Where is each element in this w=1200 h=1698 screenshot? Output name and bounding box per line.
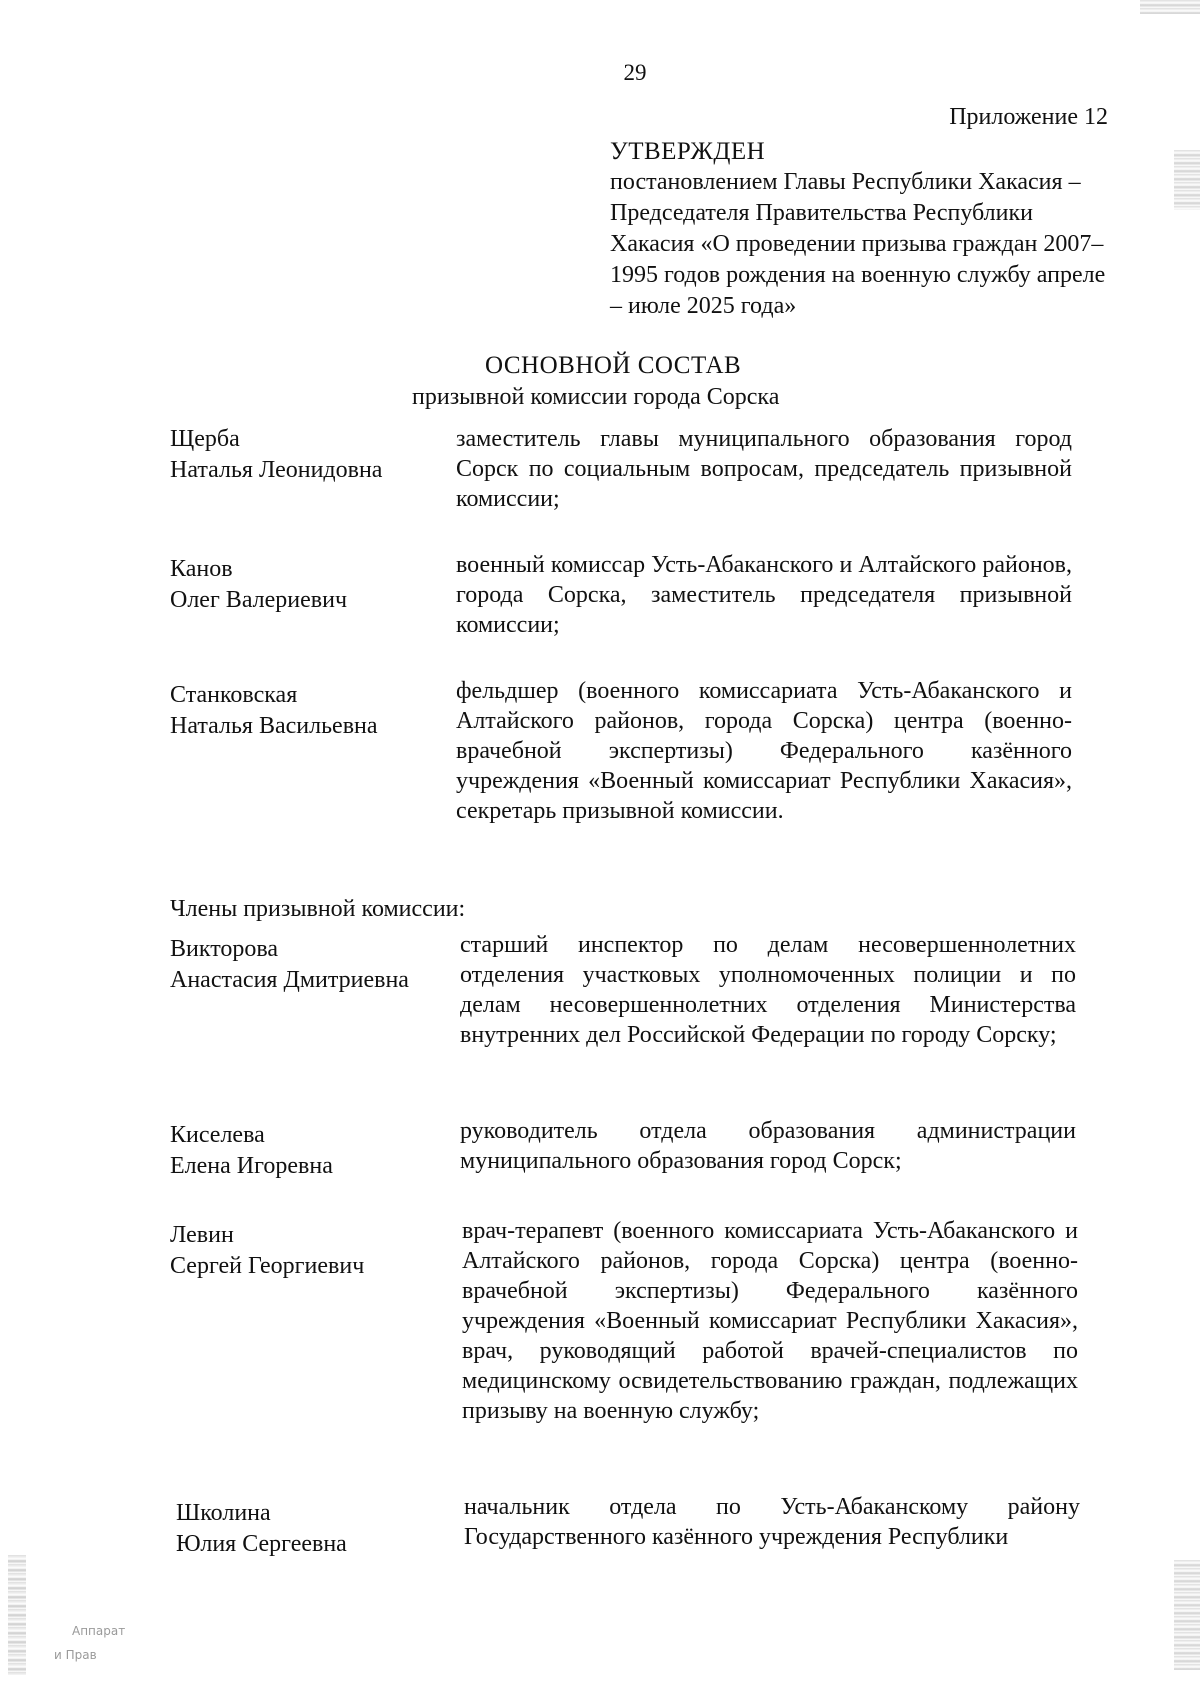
member-role: заместитель главы муниципального образования город Сорск по социальным вопросам, председатель призывной комиссии; [456, 426, 1072, 512]
member-surname: Киселева [170, 1122, 265, 1148]
member-role: врач-терапевт (военного комиссариата Усть-Абаканского и Алтайского районов, города Сорска) центра (военно-врачебной экспертизы) Федерального казённого учреждения «Военный комиссариат Республики Хакасия», врач, руководящий работой врачей-специалистов по медицинскому освидетельствованию граждан, подлежащих призыву на военную службу; [462, 1218, 1078, 1424]
approval-head: УТВЕРЖДЕН [610, 138, 766, 165]
members-header: Члены призывной комиссии: [170, 896, 466, 922]
scan-speckle [1174, 1560, 1200, 1670]
member-given-name: Сергей Георгиевич [170, 1253, 365, 1279]
member-name [170, 554, 440, 616]
scan-speckle [1174, 150, 1200, 210]
member-surname: Викторова [170, 936, 279, 962]
member-name [170, 1120, 440, 1182]
scan-watermark-line: Аппарат [72, 1624, 126, 1638]
document-title [0, 352, 1200, 411]
member-name [170, 424, 440, 486]
approval-text: постановлением Главы Республики Хакасия – Председателя Правительства Республики Хакасия «О проведении призыва граждан 2007–1995 годов рождения на военную службу апреле – июле 2025 года» [610, 169, 1106, 319]
member-role: старший инспектор по делам несовершеннолетних отделения участковых уполномоченных полиции и по делам несовершеннолетних отделения Министерства внутренних дел Российской Федерации по городу Сорску; [460, 932, 1076, 1048]
member-surname: Школина [176, 1500, 271, 1526]
member-name [176, 1498, 446, 1560]
scan-watermark-line: и Прав [54, 1648, 97, 1662]
member-name [170, 680, 440, 742]
member-role: начальник отдела по Усть-Абаканскому району Государственного казённого учреждения Республики [464, 1494, 1080, 1550]
scan-speckle [1140, 0, 1200, 14]
title-main: ОСНОВНОЙ СОСТАВ [485, 352, 742, 379]
approval-stamp [610, 136, 1130, 322]
member-role: военный комиссар Усть-Абаканского и Алтайского районов, города Сорска, заместитель председателя призывной комиссии; [456, 552, 1072, 638]
member-role: руководитель отдела образования администрации муниципального образования город Сорск; [460, 1118, 1076, 1174]
member-surname: Канов [170, 556, 233, 582]
title-sub: призывной комиссии города Сорска [412, 384, 780, 410]
page-number: 29 [623, 60, 647, 85]
member-given-name: Наталья Леонидовна [170, 457, 383, 483]
member-role: фельдшер (военного комиссариата Усть-Абаканского и Алтайского районов, города Сорска) центра (военно-врачебной экспертизы) Федерального казённого учреждения «Военный комиссариат Республики Хакасия», секретарь призывной комиссии. [456, 678, 1072, 824]
scan-speckle [8, 1555, 26, 1675]
member-given-name: Олег Валериевич [170, 587, 348, 613]
member-name [170, 934, 440, 996]
member-surname: Щерба [170, 426, 240, 452]
member-given-name: Юлия Сергеевна [176, 1531, 347, 1557]
member-surname: Левин [170, 1222, 234, 1248]
member-name [170, 1220, 440, 1282]
member-given-name: Наталья Васильевна [170, 713, 378, 739]
member-surname: Станковская [170, 682, 298, 708]
member-given-name: Анастасия Дмитриевна [170, 967, 409, 993]
member-given-name: Елена Игоревна [170, 1153, 333, 1179]
appendix-label: Приложение 12 [949, 104, 1108, 130]
